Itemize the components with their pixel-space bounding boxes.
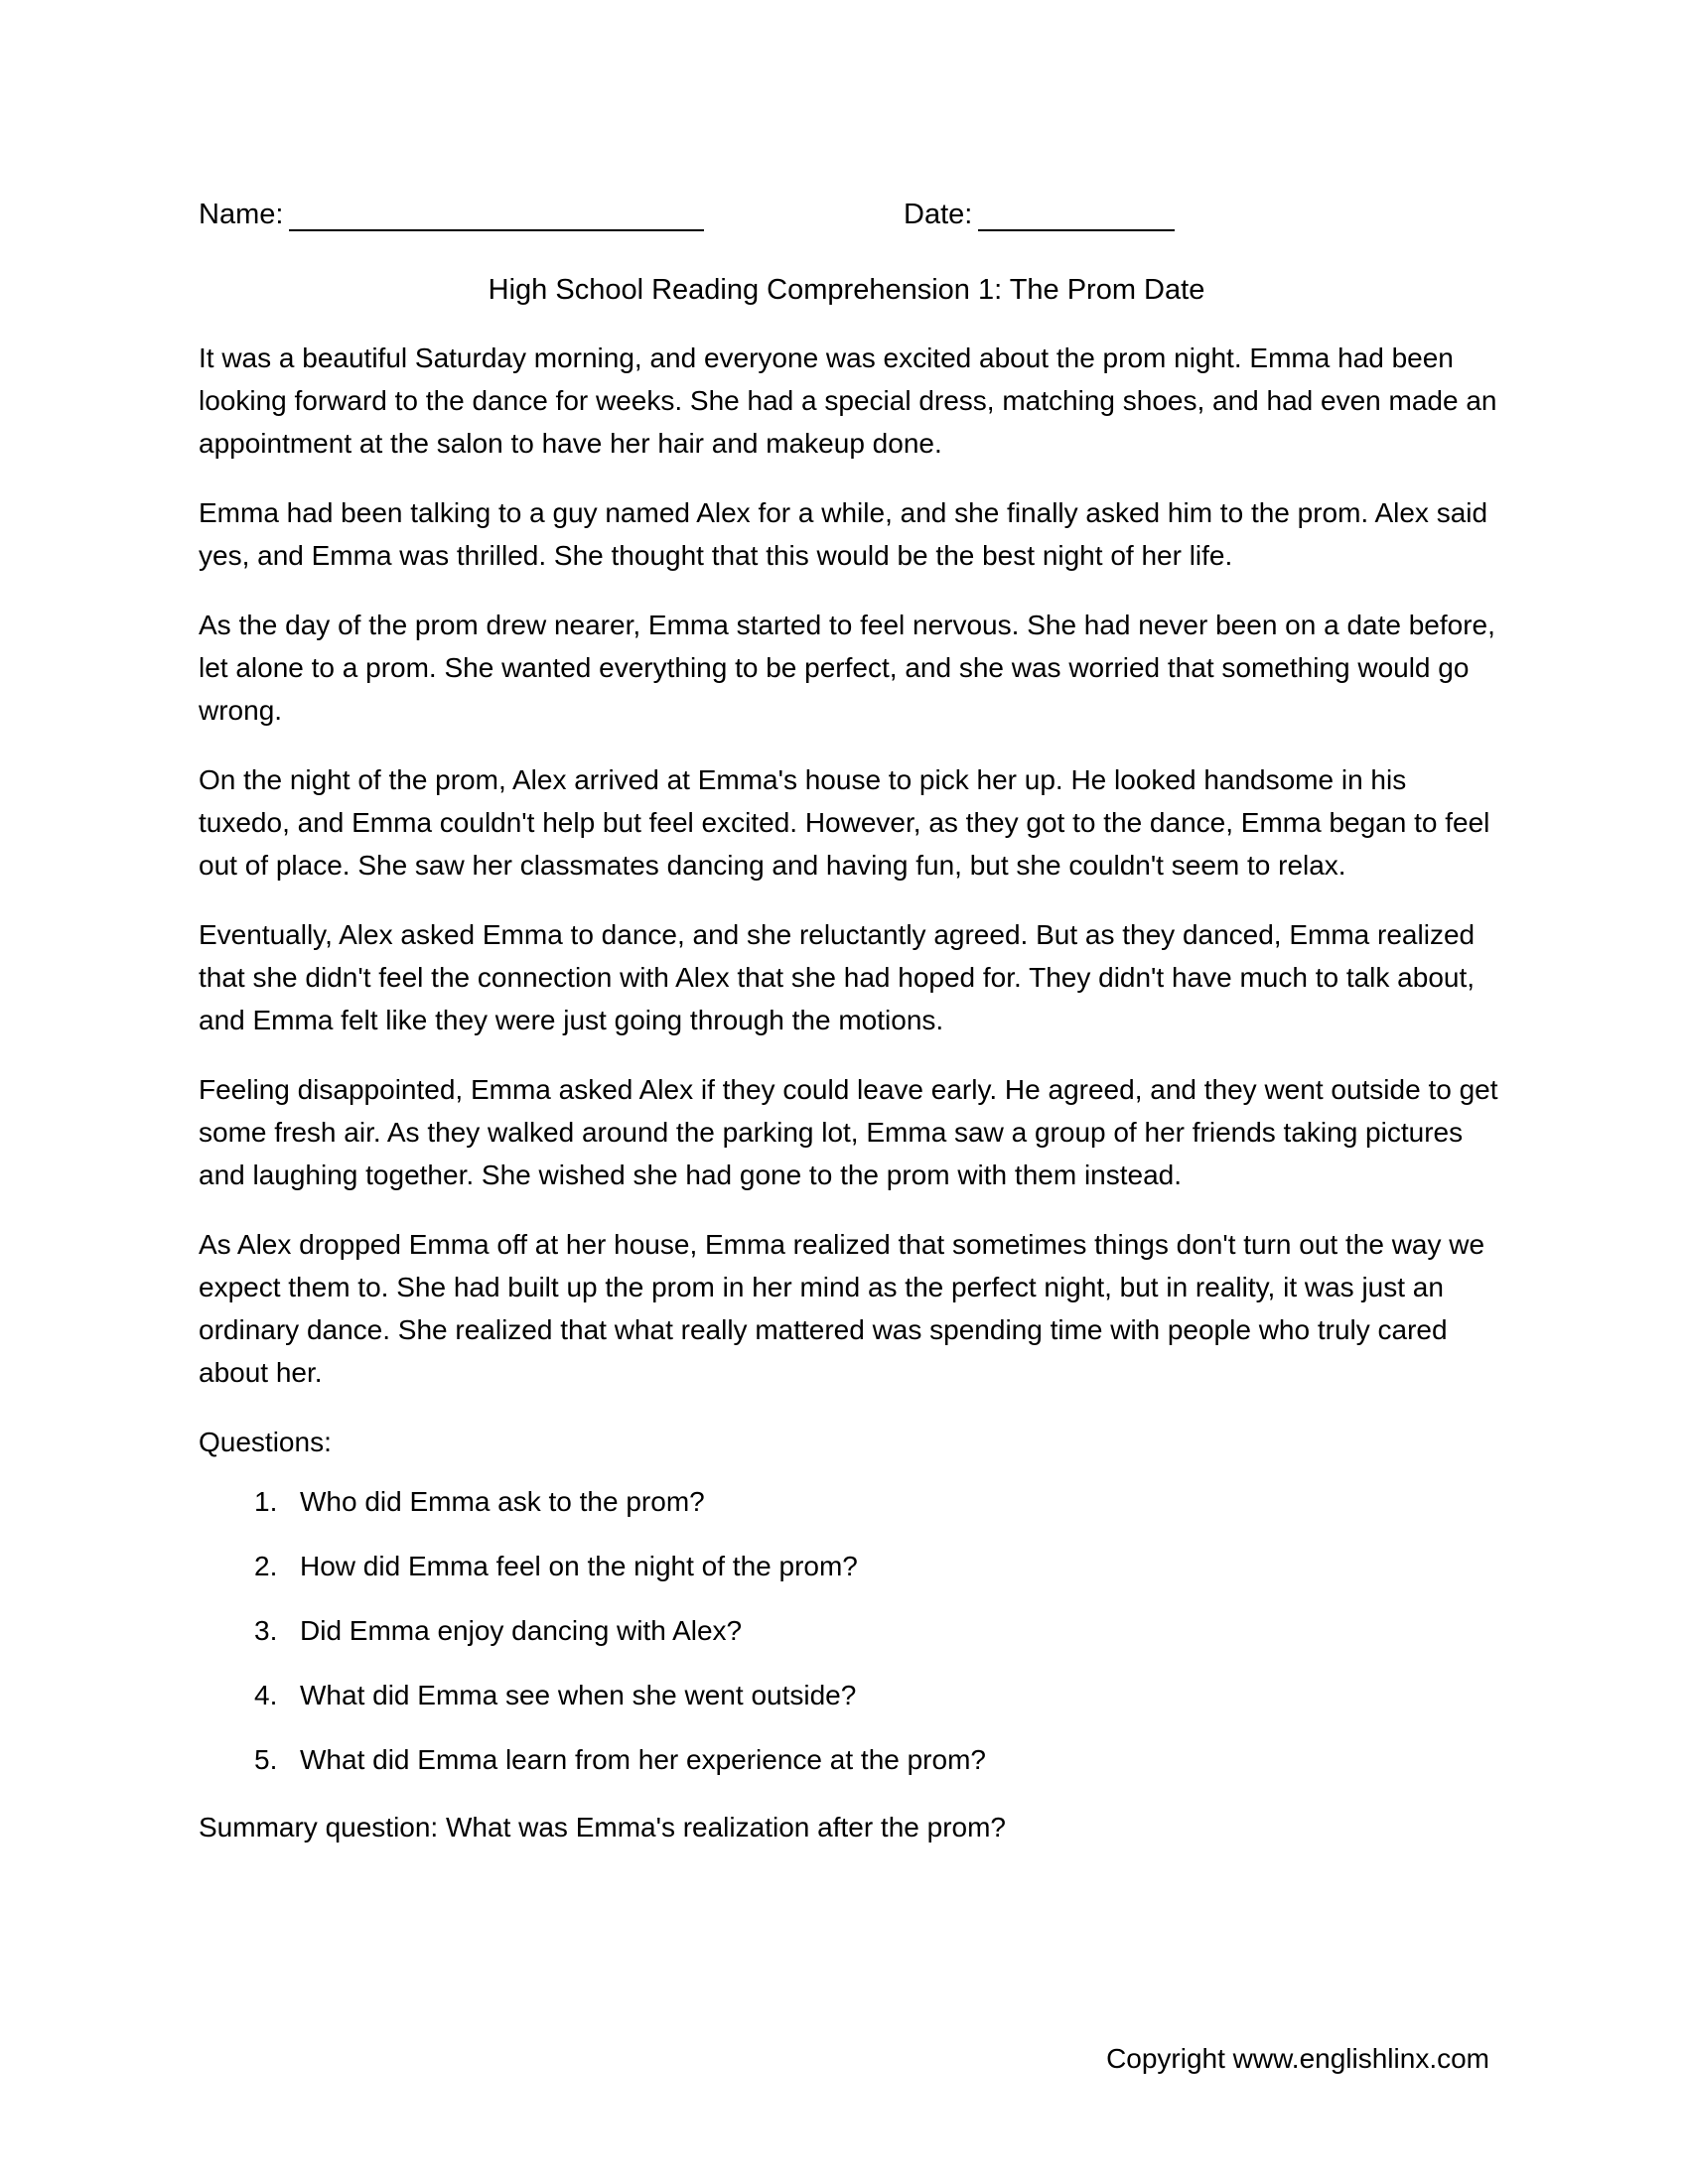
name-blank-line	[289, 202, 704, 231]
question-item-3	[199, 1609, 1499, 1652]
question-text-4: What did Emma see when she went outside?	[300, 1680, 857, 1710]
question-number-2: 2.	[254, 1551, 278, 1581]
story-paragraph-6: Feeling disappointed, Emma asked Alex if they could leave early. He agreed, and they went outside to get some fresh air. As they walked around the parking lot, Emma saw a group of her friends taking pictures and laughing together. She wished she had gone to the prom with them instead.	[199, 1074, 1498, 1190]
story-paragraph-3: As the day of the prom drew nearer, Emma started to feel nervous. She had never been on a date before, let alone to a prom. She wanted everything to be perfect, and she was worried that something would go wrong.	[199, 610, 1495, 726]
story-paragraph-2: Emma had been talking to a guy named Alex for a while, and she finally asked him to the prom. Alex said yes, and Emma was thrilled. She thought that this would be the best night of her life.	[199, 497, 1488, 571]
question-number-1: 1.	[254, 1486, 278, 1517]
question-number-5: 5.	[254, 1744, 278, 1775]
story-content	[199, 337, 1499, 1848]
question-item-4	[199, 1674, 1499, 1716]
question-text-1: Who did Emma ask to the prom?	[300, 1486, 705, 1517]
story-paragraph-1: It was a beautiful Saturday morning, and everyone was excited about the prom night. Emma had been looking forward to the dance for weeks. She had a special dress, matching shoes, and had even made an appointment at the salon to have her hair and makeup done.	[199, 342, 1497, 459]
questions-heading: Questions:	[199, 1427, 332, 1457]
question-item-1	[199, 1480, 1499, 1523]
page-title: High School Reading Comprehension 1: The Prom Date	[488, 274, 1205, 306]
question-list	[199, 1480, 1499, 1781]
story-paragraph-5: Eventually, Alex asked Emma to dance, and she reluctantly agreed. But as they danced, Emma realized that she didn't feel the connection with Alex that she had hoped for. They didn't have much to talk about, and Emma felt like they were just going through the motions.	[199, 919, 1476, 1035]
question-item-2	[199, 1545, 1499, 1587]
date-label: Date:	[904, 199, 973, 230]
question-text-5: What did Emma learn from her experience at the prom?	[300, 1744, 986, 1775]
name-label: Name:	[199, 199, 284, 230]
question-number-3: 3.	[254, 1615, 278, 1646]
date-blank-line	[978, 202, 1175, 231]
summary-question: Summary question: What was Emma's realization after the prom?	[199, 1812, 1006, 1843]
copyright-notice: Copyright www.englishlinx.com	[1106, 2043, 1489, 2074]
name-field-block	[199, 199, 704, 231]
story-paragraph-4: On the night of the prom, Alex arrived at Emma's house to pick her up. He looked handsome in his tuxedo, and Emma couldn't help but feel excited. However, as they got to the dance, Emma began to feel out of place. She saw her classmates dancing and having fun, but she couldn't seem to relax.	[199, 764, 1490, 881]
story-paragraph-7: As Alex dropped Emma off at her house, Emma realized that sometimes things don't turn out the way we expect them to. She had built up the prom in her mind as the perfect night, but in reality, it was just an ordinary dance. She realized that what really mattered was spending time with people who truly cared about her.	[199, 1229, 1485, 1388]
question-item-5	[199, 1738, 1499, 1781]
question-number-4: 4.	[254, 1680, 278, 1710]
question-text-2: How did Emma feel on the night of the prom?	[300, 1551, 858, 1581]
question-text-3: Did Emma enjoy dancing with Alex?	[300, 1615, 743, 1646]
date-field-block	[904, 199, 1175, 231]
